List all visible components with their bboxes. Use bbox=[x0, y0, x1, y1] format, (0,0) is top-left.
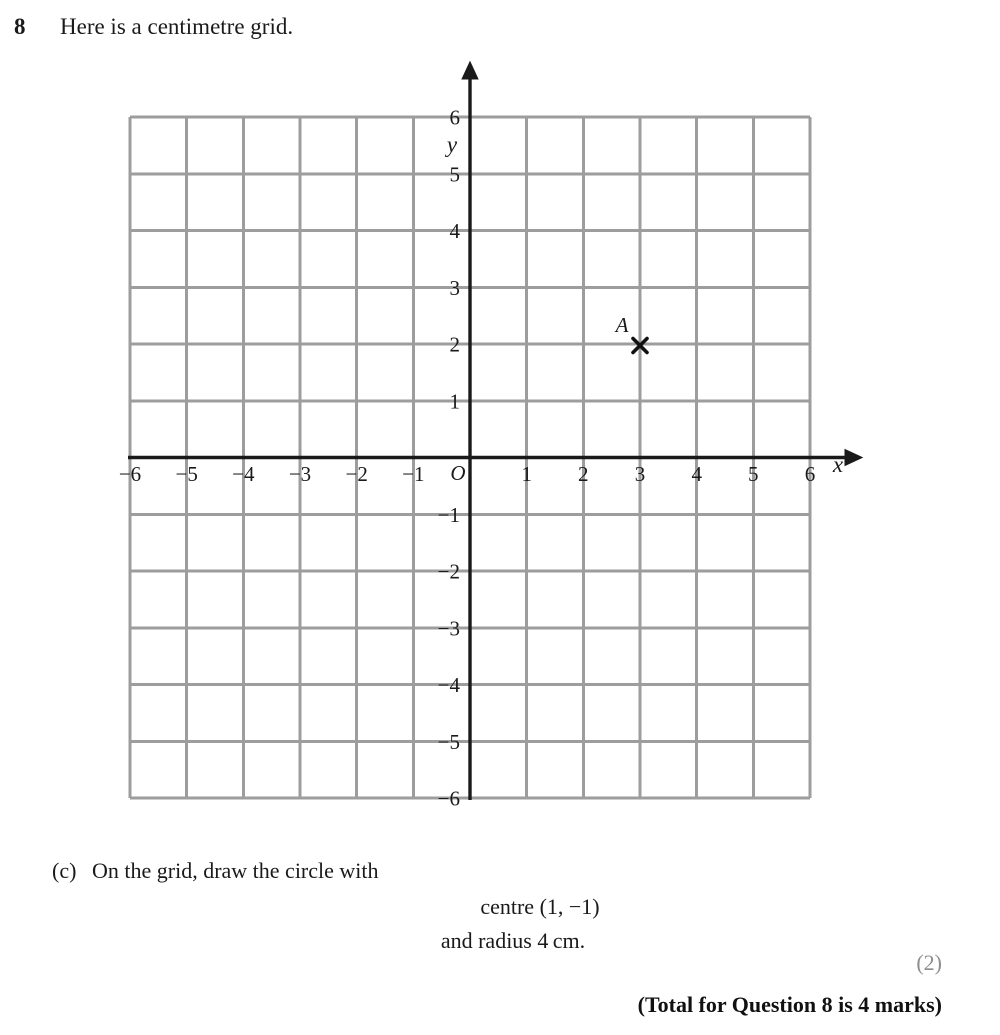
origin-label: O bbox=[450, 461, 466, 485]
part-c-radius-line bbox=[0, 925, 1000, 957]
part-c-instruction: On the grid, draw the circle with bbox=[92, 858, 379, 883]
svg-text:−4: −4 bbox=[232, 462, 255, 486]
part-c-marks: (2) bbox=[916, 950, 942, 975]
svg-text:−3: −3 bbox=[437, 616, 460, 641]
plotted-point-A[interactable] bbox=[614, 313, 647, 353]
x-axis-label: x bbox=[832, 452, 844, 477]
part-c-label: (c) bbox=[52, 858, 77, 883]
question-total-marks: (Total for Question 8 is 4 marks) bbox=[637, 992, 942, 1017]
svg-text:−5: −5 bbox=[175, 462, 198, 486]
circle-centre-value: centre (1, −1) bbox=[480, 894, 600, 919]
question-stem-text: Here is a centimetre grid. bbox=[60, 14, 294, 39]
svg-text:1: 1 bbox=[449, 389, 460, 414]
svg-text:−5: −5 bbox=[437, 729, 460, 754]
svg-text:6: 6 bbox=[449, 105, 460, 130]
svg-text:−6: −6 bbox=[437, 786, 460, 811]
coordinate-grid-figure bbox=[0, 60, 1000, 850]
svg-text:−4: −4 bbox=[437, 673, 460, 697]
y-axis-label: y bbox=[446, 132, 458, 157]
svg-text:−3: −3 bbox=[288, 462, 312, 486]
svg-text:1: 1 bbox=[521, 462, 532, 486]
svg-text:−1: −1 bbox=[437, 502, 460, 527]
svg-text:6: 6 bbox=[804, 462, 816, 486]
svg-text:5: 5 bbox=[449, 162, 460, 187]
svg-text:−1: −1 bbox=[402, 462, 425, 486]
svg-text:4: 4 bbox=[691, 462, 702, 486]
question-header bbox=[0, 10, 1000, 44]
axes bbox=[128, 78, 846, 800]
circle-radius-value: and radius 4 cm. bbox=[440, 928, 586, 953]
svg-text:5: 5 bbox=[748, 462, 759, 486]
question-number: 8 bbox=[14, 14, 26, 39]
point-label-A: A bbox=[615, 313, 629, 337]
coordinate-grid-svg[interactable] bbox=[0, 60, 1000, 850]
svg-text:−2: −2 bbox=[345, 462, 368, 486]
svg-text:−2: −2 bbox=[437, 559, 460, 584]
svg-text:3: 3 bbox=[634, 462, 646, 486]
svg-text:3: 3 bbox=[449, 275, 460, 300]
part-c-centre-line bbox=[0, 891, 1000, 923]
x-tick-labels bbox=[119, 462, 815, 486]
svg-text:−6: −6 bbox=[118, 462, 142, 486]
svg-text:2: 2 bbox=[449, 332, 460, 357]
svg-text:4: 4 bbox=[449, 219, 460, 243]
svg-text:2: 2 bbox=[578, 462, 589, 486]
